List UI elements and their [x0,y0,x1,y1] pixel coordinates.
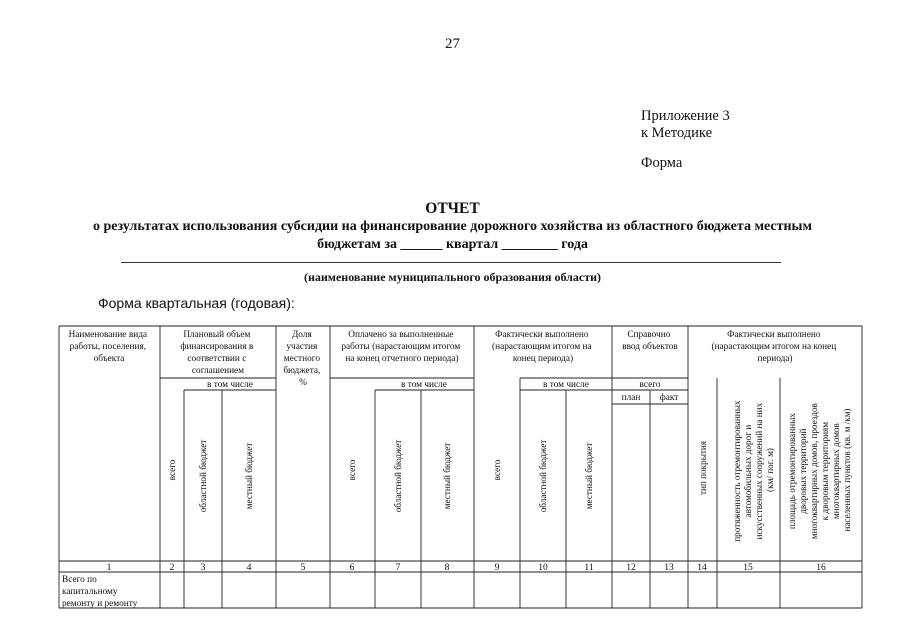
subheader-incl-plan: в том числе [207,380,253,390]
col-number: 10 [538,562,548,573]
report-subtitle-line1: о результатах использования субсидии на финансирование дорожного хозяйства из областного бюджета местным [93,219,812,234]
subheader-incl-done: в том числе [543,380,589,390]
col-number: 16 [816,562,826,573]
vheader-total-9: всего [492,459,502,481]
col-number: 14 [697,562,707,573]
header-fact: Фактически выполнено (нарастающим итогом на конец периода) [711,330,837,364]
col-number: 12 [626,562,636,573]
vheader-regional-3: областной бюджет [198,439,208,513]
vheader-regional-10: областной бюджет [538,439,548,513]
vheader-local-11: местный бюджет [584,442,594,510]
report-title: ОТЧЕТ [425,200,480,217]
appendix-reference: к Методике [641,125,713,141]
header-plan: Плановый объем финансирования в соответствии с соглашением [180,330,254,376]
col-number: 7 [395,562,401,573]
header-paid: Оплачено за выполненные работы (нарастающим итогом на конец отчетного периода) [341,330,461,364]
col-number: 4 [246,562,252,573]
subheader-plan: план [621,393,641,403]
vheader-total-2: всего [167,459,177,481]
form-label: Форма [641,155,683,171]
vheader-local-4: местный бюджет [244,442,254,510]
col-number: 8 [444,562,450,573]
vheader-cover-14: тип покрытия [698,440,708,496]
row-total-label: Всего по капитальному ремонту и ремонту [62,575,138,609]
header-done: Фактически выполнено (нарастающим итогом на конец периода) [492,330,592,364]
header-reference: Справочно ввод объектов [622,330,678,352]
header-share: Доля участия местного бюджета, % [283,330,321,388]
municipality-caption: (наименование муниципального образования области) [303,270,602,284]
vheader-length-15: протяженность отремонтированных автомобильных дорог и искусственных сооружений на них (км/ пог. м) [732,400,775,542]
vheader-regional-7: областной бюджет [393,439,403,513]
column-numbers-row [107,562,826,573]
header-name: Наименование вида работы, поселения, объекта [68,330,148,364]
appendix-label: Приложение 3 [641,108,730,124]
col-number: 3 [200,562,206,573]
col-number: 5 [300,562,306,573]
page-number: 27 [445,36,460,52]
col-number: 13 [664,562,674,573]
col-number: 1 [106,562,112,573]
subheader-total-ref: всего [639,380,661,390]
col-number: 11 [584,562,594,573]
form-type-label: Форма квартальная (годовая): [98,295,295,311]
subheader-fact: факт [659,393,679,403]
col-number: 9 [494,562,500,573]
report-subtitle-line2: бюджетам за ______ квартал ________ года [317,237,588,252]
col-number: 6 [349,562,355,573]
col-number: 15 [743,562,753,573]
col-number: 2 [169,562,175,573]
vheader-total-6: всего [347,459,357,481]
subheader-incl-paid: в том числе [401,380,447,390]
vheader-area-16: площадь отремонтированных дворовых территорий многоквартирных домов, проездов к дворовым территориям многоквартирных домов населенных пунктов (кв. м /км) [787,403,852,540]
vheader-local-8: местный бюджет [442,442,452,510]
